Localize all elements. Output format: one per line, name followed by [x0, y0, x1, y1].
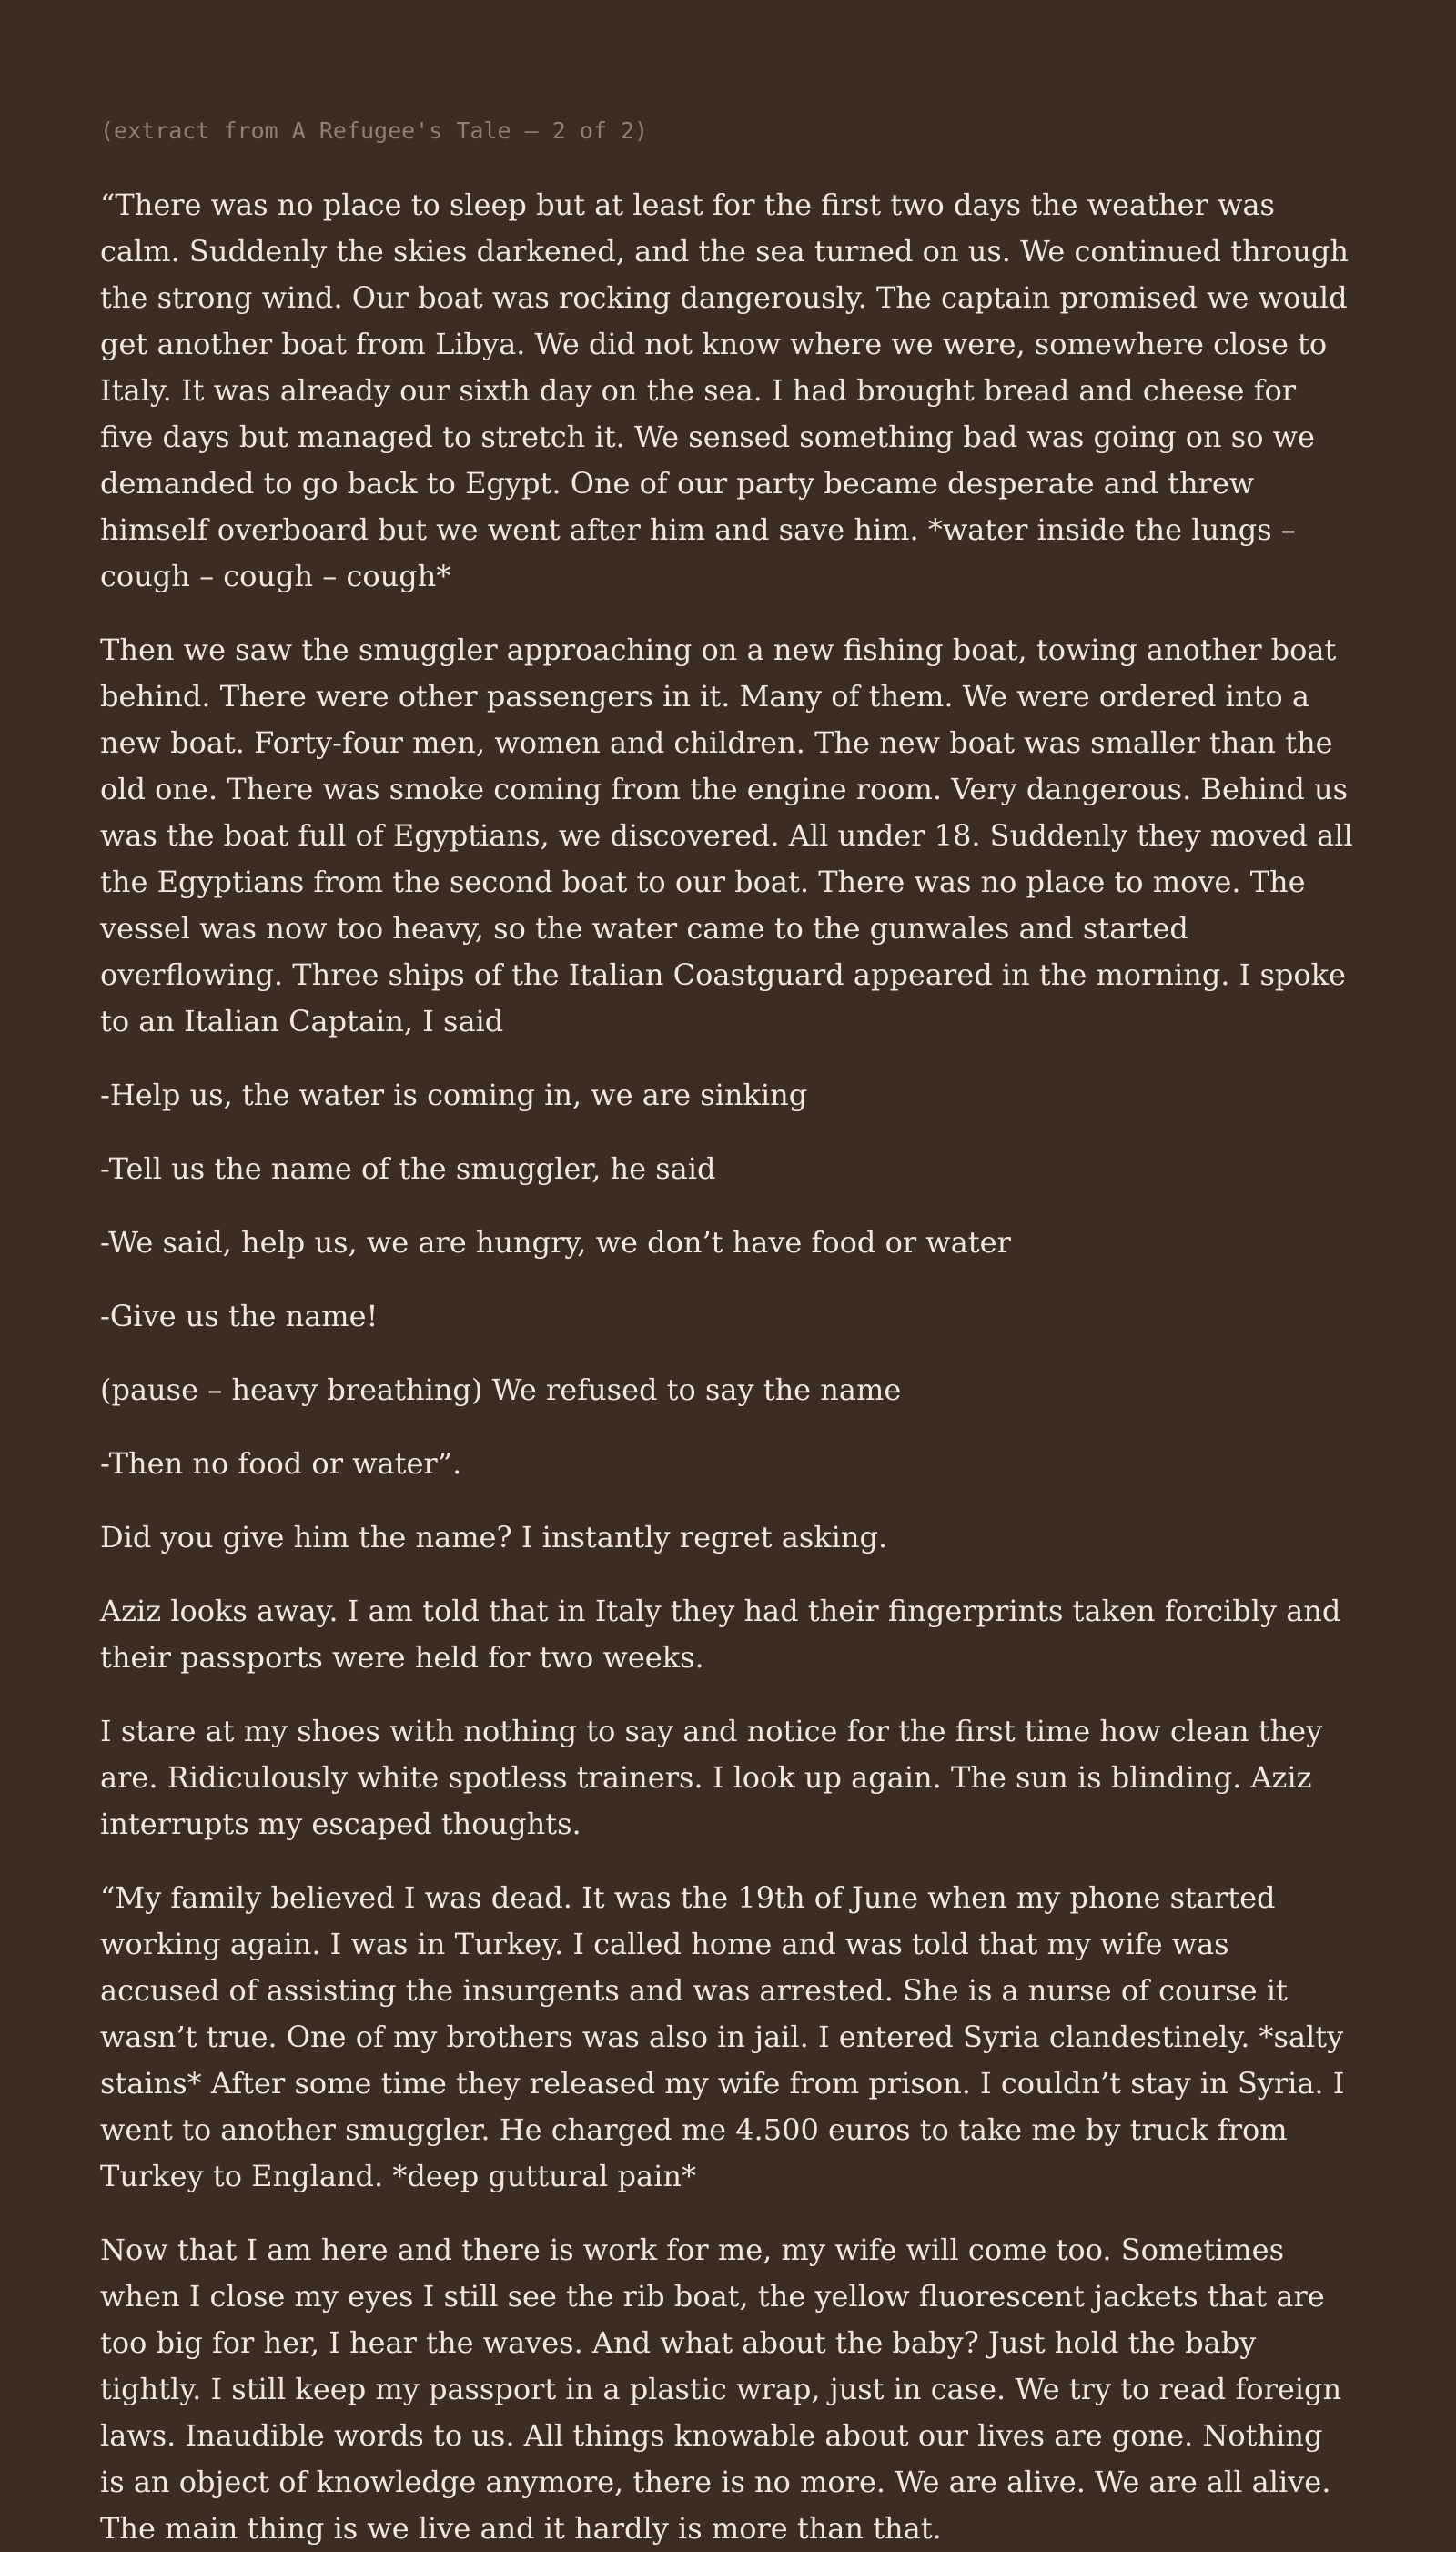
paragraph: “My family believed I was dead. It was the 19th of June when my phone started working again. I was in Turkey. I called home and was told that my wife was accused of assisting the insurgents and was arrested. She is a nurse of course it wasn’t true. One of my brothers was also in jail. I entered Syria clandestinely. *salty stains* After some time they released my wife from prison. I couldn’t stay in Syria. I went to another smuggler. He charged me 4.500 euros to take me by truck from Turkey to England. *deep guttural pain* — [100, 1880, 1345, 2193]
paragraph: I stare at my shoes with nothing to say and notice for the first time how clean they are. Ridiculously white spotless trainers. I look up again. The sun is blinding. Aziz interrupts my escaped thoughts. — [100, 1714, 1323, 1841]
paragraph: -Tell us the name of the smuggler, he said — [100, 1151, 716, 1186]
paragraph: “There was no place to sleep but at least for the first two days the weather was calm. Suddenly the skies darkened, and the sea turned on us. We continued through the strong wind. Our boat was rocking dangerously. The captain promised we would get another boat from Libya. We did not know where we were, somewhere close to Italy. It was already our sixth day on the sea. I had brought bread and cheese for five days but managed to stretch it. We sensed something bad was going on so we demanded to go back to Egypt. One of our party became desperate and threw himself overboard but we went after him and save him. *water inside the lungs – cough – cough – cough* — [100, 187, 1349, 593]
paragraph: Aziz looks away. I am told that in Italy they had their fingerprints taken forcibly and their passports were held for two weeks. — [100, 1594, 1341, 1675]
paragraph: Did you give him the name? I instantly regret asking. — [100, 1520, 888, 1554]
paragraph: -Then no food or water”. — [100, 1446, 462, 1481]
extract-caption: (extract from A Refugee's Tale — 2 of 2) — [100, 117, 649, 144]
paragraph: -We said, help us, we are hungry, we don’t have food or water — [100, 1225, 1011, 1260]
paragraph: -Help us, the water is coming in, we are sinking — [100, 1078, 808, 1112]
paragraph: (pause – heavy breathing) We refused to say the name — [100, 1372, 902, 1407]
paragraph: Then we saw the smuggler approaching on a new fishing boat, towing another boat behind. There were other passengers in it. Many of them. We were ordered into a new boat. Forty-four men, women and children. The new boat was smaller than the old one. There was smoke coming from the engine room. Very dangerous. Behind us was the boat full of Egyptians, we discovered. All under 18. Suddenly they moved all the Egyptians from the second boat to our boat. There was no place to move. The vessel was now too heavy, so the water came to the gunwales and started overflowing. Three ships of the Italian Coastguard appeared in the morning. I spoke to an Italian Captain, I said — [100, 633, 1353, 1038]
paragraph: Now that I am here and there is work for me, my wife will come too. Sometimes when I close my eyes I still see the rib boat, the yellow fluorescent jackets that are too big for her, I hear the waves. And what about the baby? Just hold the baby tightly. I still keep my passport in a plastic wrap, just in case. We try to read foreign laws. Inaudible words to us. All things knowable about our lives are gone. Nothing is an object of knowledge anymore, there is no more. We are alive. We are all alive. The main thing is we live and it hardly is more than that. — [100, 2233, 1342, 2546]
paragraph: -Give us the name! — [100, 1299, 379, 1333]
